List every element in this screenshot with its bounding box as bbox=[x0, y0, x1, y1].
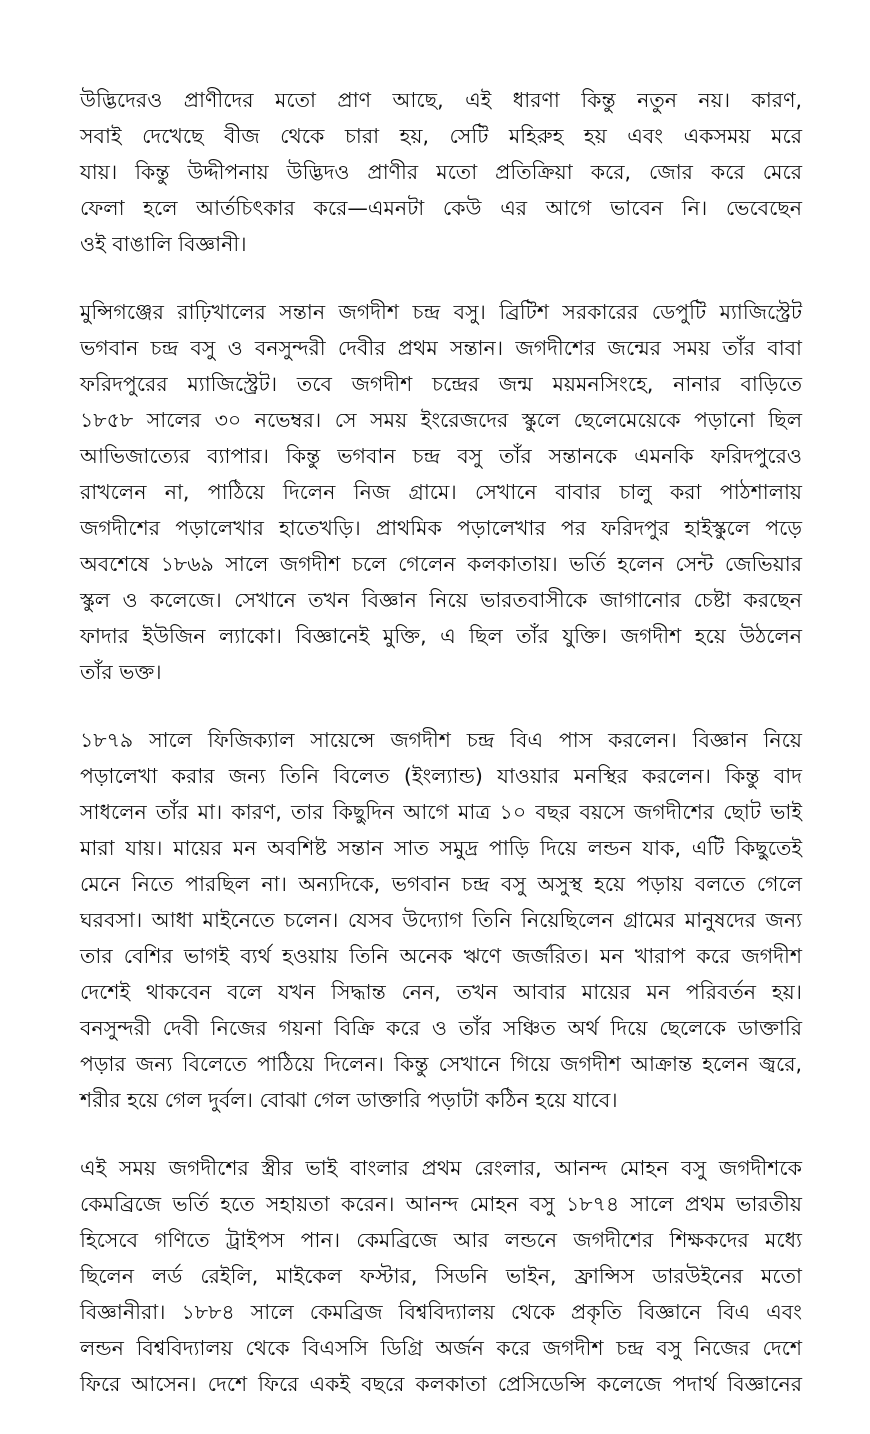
text-line: তার বেশির ভাগই ব্যর্থ হওয়ায় তিনি অনেক ঋণে জর্জরিত। মন খারাপ করে জগদীশ bbox=[80, 944, 802, 968]
text-line: অবশেষে ১৮৬৯ সালে জগদীশ চলে গেলেন কলকাতায়। ভর্তি হলেন সেন্ট জেভিয়ার bbox=[80, 552, 802, 576]
paragraph-4 bbox=[80, 1150, 802, 1402]
text-line: ফেলা হলে আর্তচিৎকার করে—এমনটা কেউ এর আগে ভাবেন নি। ভেবেছেন bbox=[80, 196, 802, 220]
text-line: উদ্ভিদেরও প্রাণীদের মতো প্রাণ আছে, এই ধারণা কিন্তু নতুন নয়। কারণ, bbox=[80, 88, 802, 112]
text-line: কেমব্রিজে ভর্তি হতে সহায়তা করেন। আনন্দ মোহন বসু ১৮৭৪ সালে প্রথম ভারতীয় bbox=[80, 1192, 802, 1216]
text-line: পড়ার জন্য বিলেতে পাঠিয়ে দিলেন। কিন্তু সেখানে গিয়ে জগদীশ আক্রান্ত হলেন জ্বরে, bbox=[80, 1052, 802, 1076]
text-line: যায়। কিন্তু উদ্দীপনায় উদ্ভিদও প্রাণীর মতো প্রতিক্রিয়া করে, জোর করে মেরে bbox=[80, 160, 802, 184]
text-line: ১৮৭৯ সালে ফিজিক্যাল সায়েন্সে জগদীশ চন্দ্র বিএ পাস করলেন। বিজ্ঞান নিয়ে bbox=[80, 728, 802, 752]
text-line: এই সময় জগদীশের স্ত্রীর ভাই বাংলার প্রথম রেংলার, আনন্দ মোহন বসু জগদীশকে bbox=[80, 1156, 802, 1180]
paragraph-2 bbox=[80, 294, 802, 690]
text-line: ঘরবসা। আধা মাইনেতে চলেন। যেসব উদ্যোগ তিনি নিয়েছিলেন গ্রামের মানুষদের জন্য bbox=[80, 908, 802, 932]
text-line: জগদীশের পড়ালেখার হাতেখড়ি। প্রাথমিক পড়ালেখার পর ফরিদপুর হাইস্কুলে পড়ে bbox=[80, 516, 802, 540]
text-line: ছিলেন লর্ড রেইলি, মাইকেল ফস্টার, সিডনি ভাইন, ফ্রান্সিস ডারউইনের মতো bbox=[80, 1264, 802, 1288]
text-line: লন্ডন বিশ্ববিদ্যালয় থেকে বিএসসি ডিগ্রি অর্জন করে জগদীশ চন্দ্র বসু নিজের দেশে bbox=[80, 1336, 802, 1360]
text-line: তাঁর ভক্ত। bbox=[80, 660, 162, 684]
text-line: মেনে নিতে পারছিল না। অন্যদিকে, ভগবান চন্দ্র বসু অসুস্থ হয়ে পড়ায় বলতে গেলে bbox=[80, 872, 802, 896]
text-line: ফরিদপুরের ম্যাজিস্ট্রেট। তবে জগদীশ চন্দ্রের জন্ম ময়মনসিংহে, নানার বাড়িতে bbox=[80, 372, 802, 396]
text-line: রাখলেন না, পাঠিয়ে দিলেন নিজ গ্রামে। সেখানে বাবার চালু করা পাঠশালায় bbox=[80, 480, 802, 504]
text-line: সবাই দেখেছে বীজ থেকে চারা হয়, সেটি মহিরুহ হয় এবং একসময় মরে bbox=[80, 124, 802, 148]
text-line: বনসুন্দরী দেবী নিজের গয়না বিক্রি করে ও তাঁর সঞ্চিত অর্থ দিয়ে ছেলেকে ডাক্তারি bbox=[80, 1016, 802, 1040]
text-line: আভিজাত্যের ব্যাপার। কিন্তু ভগবান চন্দ্র বসু তাঁর সন্তানকে এমনকি ফরিদপুরেও bbox=[80, 444, 802, 468]
paragraph-3 bbox=[80, 722, 802, 1118]
text-line: ভগবান চন্দ্র বসু ও বনসুন্দরী দেবীর প্রথম সন্তান। জগদীশের জন্মের সময় তাঁর বাবা bbox=[80, 336, 802, 360]
text-line: হিসেবে গণিতে ট্রাইপস পান। কেমব্রিজে আর লন্ডনে জগদীশের শিক্ষকদের মধ্যে bbox=[80, 1228, 802, 1252]
text-line: মারা যায়। মায়ের মন অবশিষ্ট সন্তান সাত সমুদ্র পাড়ি দিয়ে লন্ডন যাক, এটি কিছুতেই bbox=[80, 836, 802, 860]
text-line: ফিরে আসেন। দেশে ফিরে একই বছরে কলকাতা প্রেসিডেন্সি কলেজে পদার্থ বিজ্ঞানের bbox=[80, 1372, 802, 1396]
document-page bbox=[80, 82, 802, 1434]
text-line: বিজ্ঞানীরা। ১৮৮৪ সালে কেমব্রিজ বিশ্ববিদ্যালয় থেকে প্রকৃতি বিজ্ঞানে বিএ এবং bbox=[80, 1300, 802, 1324]
text-line: ১৮৫৮ সালের ৩০ নভেম্বর। সে সময় ইংরেজদের স্কুলে ছেলেমেয়েকে পড়ানো ছিল bbox=[80, 408, 802, 432]
text-line: দেশেই থাকবেন বলে যখন সিদ্ধান্ত নেন, তখন আবার মায়ের মন পরিবর্তন হয়। bbox=[80, 980, 802, 1004]
text-line: মুন্সিগঞ্জের রাঢ়িখালের সন্তান জগদীশ চন্দ্র বসু। ব্রিটিশ সরকারের ডেপুটি ম্যাজিস্ট্রেট bbox=[80, 300, 802, 324]
text-line: ওই বাঙালি বিজ্ঞানী। bbox=[80, 232, 247, 256]
text-line: শরীর হয়ে গেল দুর্বল। বোঝা গেল ডাক্তারি পড়াটা কঠিন হয়ে যাবে। bbox=[80, 1088, 618, 1112]
text-line: পড়ালেখা করার জন্য তিনি বিলেত (ইংল্যান্ড) যাওয়ার মনস্থির করলেন। কিন্তু বাদ bbox=[80, 764, 802, 788]
text-line: ফাদার ইউজিন ল্যাকো। বিজ্ঞানেই মুক্তি, এ ছিল তাঁর যুক্তি। জগদীশ হয়ে উঠলেন bbox=[80, 624, 802, 648]
text-line: সাধলেন তাঁর মা। কারণ, তার কিছুদিন আগে মাত্র ১০ বছর বয়সে জগদীশের ছোট ভাই bbox=[80, 800, 802, 824]
paragraph-1 bbox=[80, 82, 802, 262]
text-line: স্কুল ও কলেজে। সেখানে তখন বিজ্ঞান নিয়ে ভারতবাসীকে জাগানোর চেষ্টা করছেন bbox=[80, 588, 802, 612]
